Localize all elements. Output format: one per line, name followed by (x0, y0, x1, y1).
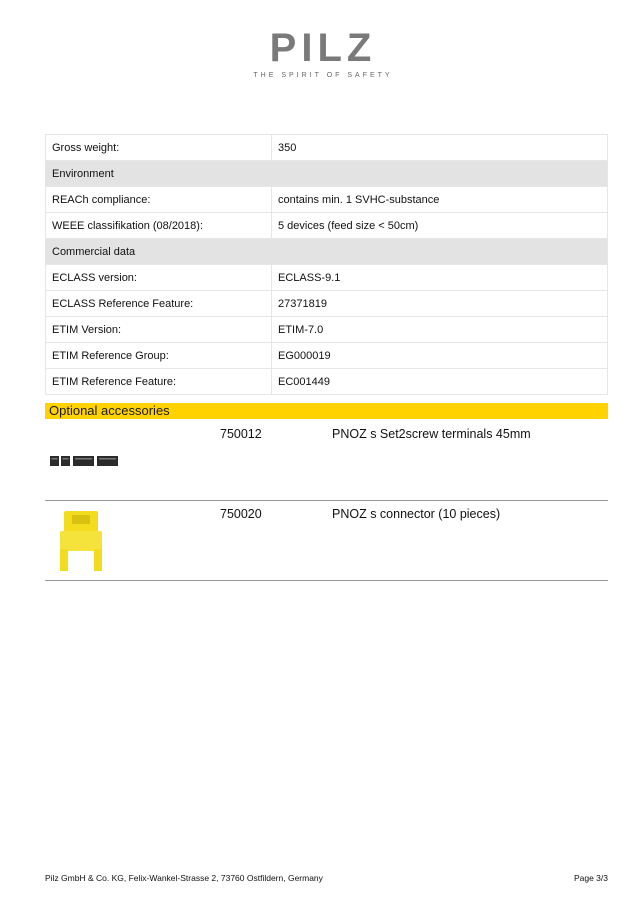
table-row (46, 317, 608, 343)
spec-value: EC001449 (272, 369, 608, 395)
connector-image (58, 509, 106, 573)
table-row (46, 135, 608, 161)
spec-label: ETIM Reference Group: (46, 343, 272, 369)
logo-wordmark: PILZ (269, 26, 377, 70)
spec-label: ETIM Reference Feature: (46, 369, 272, 395)
spec-label: WEEE classifikation (08/2018): (46, 213, 272, 239)
logo-tagline: THE SPIRIT OF SAFETY (253, 72, 393, 79)
accessory-item (45, 507, 608, 582)
spec-label: ECLASS version: (46, 265, 272, 291)
spec-value: EG000019 (272, 343, 608, 369)
table-row (46, 265, 608, 291)
spec-table (45, 134, 608, 395)
page-footer (45, 873, 608, 883)
spec-value: 350 (272, 135, 608, 161)
spec-label: REACh compliance: (46, 187, 272, 213)
divider (45, 580, 608, 581)
page-number: Page 3/3 (573, 873, 608, 883)
spec-value: ETIM-7.0 (272, 317, 608, 343)
accessory-number: 750012 (220, 427, 262, 441)
accessories-heading (45, 403, 608, 419)
table-row (46, 369, 608, 395)
accessory-description: PNOZ s connector (10 pieces) (332, 507, 501, 521)
accessory-number: 750020 (220, 507, 262, 521)
table-row (46, 343, 608, 369)
spec-value: 27371819 (272, 291, 608, 317)
section-row (46, 161, 608, 187)
pilz-logo (0, 28, 638, 79)
spec-value: ECLASS-9.1 (272, 265, 608, 291)
table-row (46, 187, 608, 213)
divider (45, 500, 608, 501)
spec-label: ETIM Version: (46, 317, 272, 343)
screw-terminals-image (50, 454, 120, 470)
spec-label: Gross weight: (46, 135, 272, 161)
spec-value: 5 devices (feed size < 50cm) (272, 213, 608, 239)
accessory-description: PNOZ s Set2screw terminals 45mm (332, 427, 531, 441)
table-row (46, 213, 608, 239)
footer-address: Pilz GmbH & Co. KG, Felix-Wankel-Strasse 2, 73760 Ostfildern, Germany (45, 873, 323, 883)
accessory-item (45, 427, 608, 502)
spec-value: contains min. 1 SVHC-substance (272, 187, 608, 213)
table-row (46, 291, 608, 317)
section-title: Environment (46, 161, 608, 187)
section-title: Commercial data (46, 239, 608, 265)
section-row (46, 239, 608, 265)
spec-label: ECLASS Reference Feature: (46, 291, 272, 317)
accessories-title: Optional accessories (49, 403, 170, 418)
